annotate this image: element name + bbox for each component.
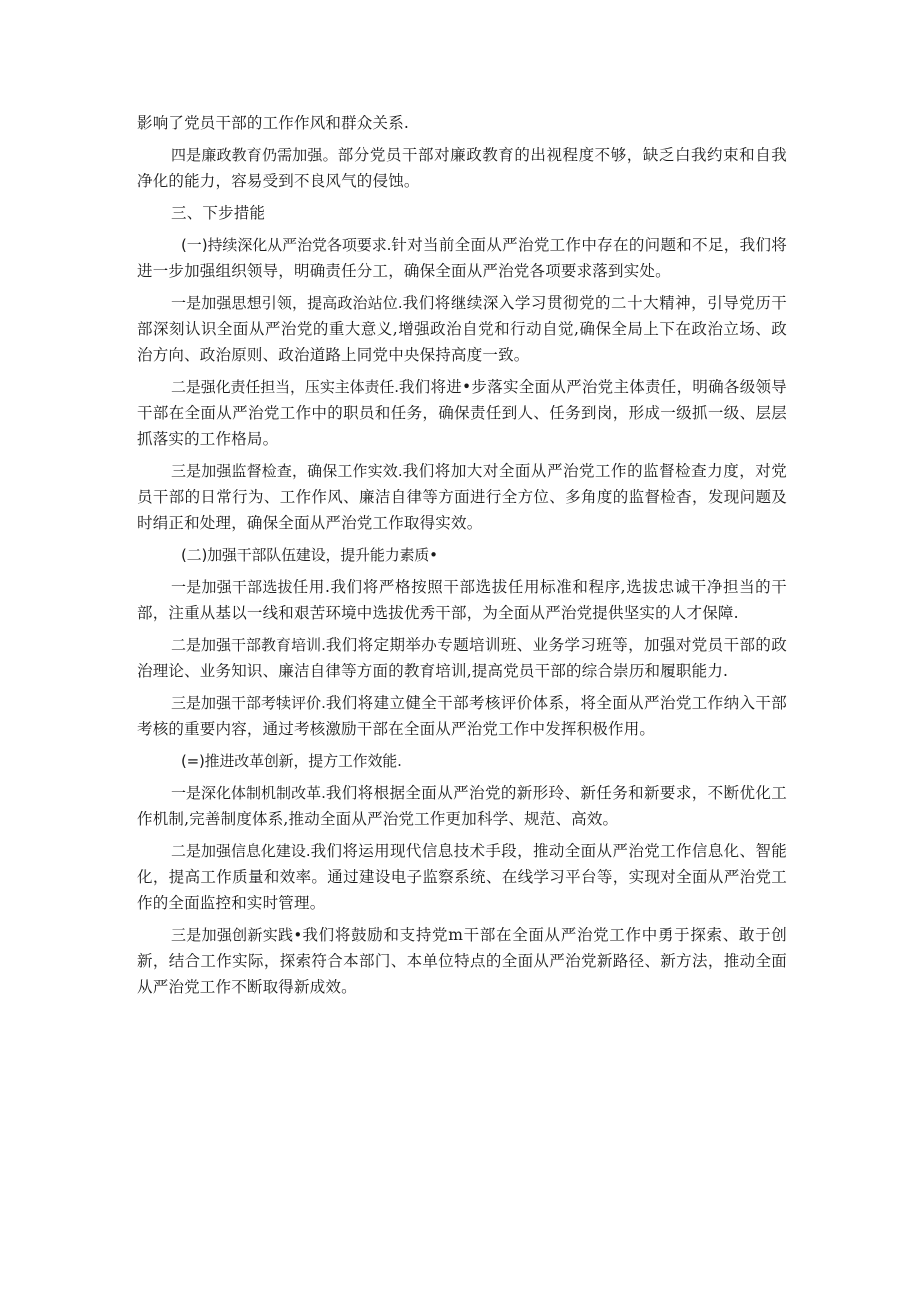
paragraph-text: 我们将继续深入学习贯彻党的二十大精神，引导党历干部深刻认识全面从严治党的重大意义,增强政治自党和行动自觉,确保全局上下在政治立场、政治方向、政治原则、政治道路上同党中央保持高度一致。 — [137, 294, 787, 364]
paragraph-text: 我们将定期举办专题培训班、业务学习班等，加强对党员干部的政治理论、业务知识、廉洁自律等方面的教育培训,提高党员干部的综合崇历和履职能力. — [137, 636, 787, 680]
subsection-two-heading — [137, 542, 787, 568]
section-heading-next-steps — [137, 200, 787, 226]
paragraph-cadre-evaluation — [137, 690, 787, 742]
paragraph-text: 我们将运用现代信息技术手段，推动全面从严治党工作信息化、智能化，提高工作质量和效率。通过建设电子监察系统、在线学习平台等，实现对全面从严治党工作的全面监控和实时管理。 — [137, 842, 787, 912]
paragraph-supervision — [137, 458, 787, 536]
paragraph-text: 我们将根据全面从严治党的新形玲、新任务和新要求，不断优化工作机制,完善制度体系,推动全面从严治党工作更加科学、规范、高效。 — [137, 784, 787, 828]
paragraph-lead: 二是加强干部教育培训. — [171, 636, 326, 654]
paragraph-lead: 二是强化责任担当，压实主体责任. — [171, 378, 399, 396]
paragraph-text: 针对当前全面从严治党工作中存在的问题和不足，我们将进一步加强组织领导，明确责任分工，确保全面从严治党各项要求落到实处。 — [137, 236, 787, 280]
document-body — [137, 110, 787, 1006]
paragraph-informatization — [137, 838, 787, 916]
paragraph-cadre-training — [137, 632, 787, 684]
paragraph-lead: 三是加强干部考犊评价. — [171, 694, 326, 712]
paragraph-text: 我们将加大对全面从严治党工作的监督检查力度，对党员干部的日常行为、工作作风、廉洁自律等方面进行全方位、多角度的监督检杳，发现问题及时绢正和处理，确保全面从严治党工作取得实效。 — [137, 462, 787, 532]
paragraph-cadre-selection — [137, 574, 787, 626]
paragraph-continuation — [137, 110, 787, 136]
paragraph-text: 任用.我们将严格按照干部选拔任用标准和程序,选拔忠诚干净担当的干部，注重从基以一线和艰苦环境中选拔优秀干部，为全面从严治党提供坚实的人才保障. — [137, 578, 788, 622]
heading-text: (二)加强干部队伍建设，提升能力素质• — [181, 546, 438, 564]
subsection-three-heading — [137, 748, 787, 774]
paragraph-text: 我们将进•步落实全面从严治党主体责任，明确各级领导干部在全面从严治党工作中的职员和任务，确保责任到人、任务到岗，形成一级抓一级、层层抓落实的工作格局。 — [137, 378, 787, 448]
paragraph-innovation — [137, 922, 787, 1000]
paragraph-lead: 三是加强创新实践• — [171, 926, 302, 944]
paragraph-lead: 三是加强监督检查，确保工作实效. — [171, 462, 403, 480]
paragraph-thought-guidance — [137, 290, 787, 368]
paragraph-lead: 一是加强干部选拔 — [171, 578, 293, 596]
paragraph-text: 我们将建立健全干部考核评价体系，将全面从严治党工作纳入干部考核的重要内容，通过考核激励干部在全面从严治党工作中发挥积极作用。 — [137, 694, 787, 738]
heading-text: 三、下步措能 — [171, 204, 266, 222]
heading-text: (=)推进改革创新，提方工作效能. — [181, 752, 402, 770]
paragraph-lead: 四是廉政教育仍需加强。 — [171, 146, 338, 164]
paragraph-text: 部分党员干部对廉政教育的出视程度不够，缺乏白我约束和自我净化的能力，容易受到不良风气的侵蚀。 — [137, 146, 787, 190]
subsection-one-intro — [137, 232, 787, 284]
paragraph-text: 我们将鼓励和支持党m干部在全面从严治党工作中勇于探索、敢于创新，结合工作实际，探索符合本部门、本单位特点的全面从严治党新路径、新方法，推动全面从严治党工作不断取得新成效。 — [137, 926, 787, 996]
paragraph-lead: 一是加强思想引领，提高政治站位. — [171, 294, 403, 312]
paragraph-lead: 一是深化体制机制改革. — [171, 784, 326, 802]
paragraph-lead: (一)持续深化从严治党各项要求. — [181, 236, 392, 254]
paragraph-lead: 二是加强信息化建设. — [171, 842, 311, 860]
paragraph-reform — [137, 780, 787, 832]
paragraph-issue-four — [137, 142, 787, 194]
paragraph-text: 影响了党员干部的工作作风和群众关系. — [137, 114, 410, 132]
paragraph-responsibility — [137, 374, 787, 452]
